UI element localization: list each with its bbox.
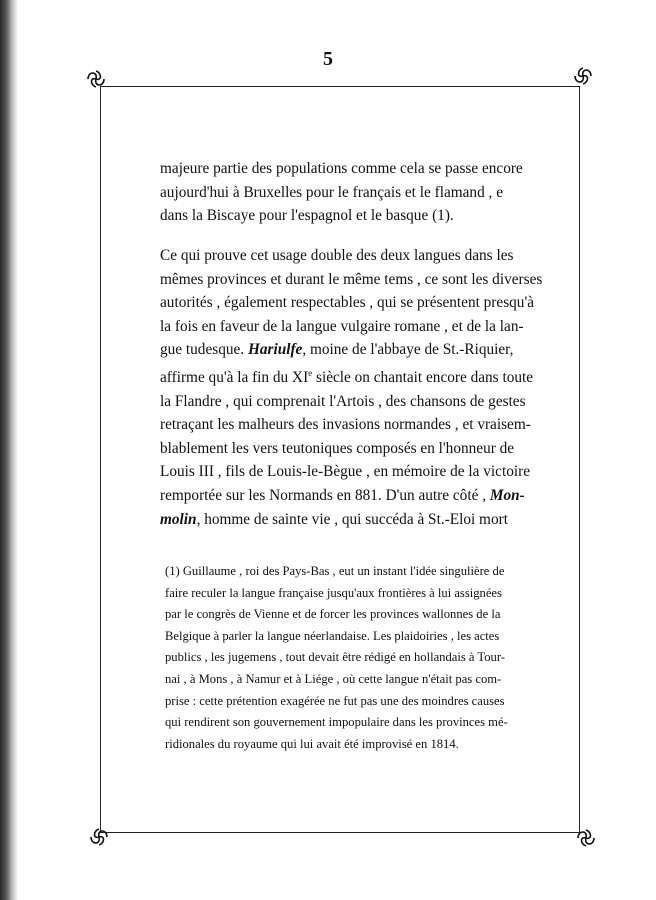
footnote-line: nai , à Mons , à Namur et à Liége , où cette langue n'était pas com- xyxy=(165,671,502,686)
text-line: gue tudesque. Hariulfe, moine de l'abbaye de St.-Riquier, xyxy=(160,341,514,359)
footnote-line: faire reculer la langue française jusqu'aux frontières à lui assignées xyxy=(165,585,502,600)
text-line: Louis III , fils de Louis-le-Bègue , en mémoire de la victoire xyxy=(160,463,530,481)
text-line: blablement les vers teutoniques composés en l'honneur de xyxy=(160,439,515,457)
text-line: retraçant les malheurs des invasions normandes , et vraisem- xyxy=(160,416,531,434)
text-line: la fois en faveur de la langue vulgaire romane , et de la lan- xyxy=(160,317,524,335)
page-number: 5 xyxy=(323,48,333,70)
text-line: dans la Biscaye pour l'espagnol et le basque (1). xyxy=(160,207,454,225)
bottom-left-flourish-icon xyxy=(87,825,111,849)
footnote-line: Belgique à parler la langue néerlandaise. Les plaidoiries , les actes xyxy=(165,628,500,643)
page-edge-shadow xyxy=(0,0,18,900)
text-line: mêmes provinces et durant le même tems , ce sont les diverses xyxy=(160,270,543,288)
paragraph-continuation xyxy=(160,157,528,228)
author-name-monmolin-cont: molin xyxy=(160,510,197,528)
footnote-line: prise : cette prétention exagérée ne fut pas une des moindres causes xyxy=(165,693,505,708)
footnote-line: qui rendirent son gouvernement impopulaire dans les provinces mé- xyxy=(165,715,508,730)
text-line: Ce qui prouve cet usage double des deux langues dans les xyxy=(160,247,514,264)
bottom-right-flourish-icon xyxy=(574,826,598,850)
footnote-line: publics , les jugemens , tout devait être rédigé en hollandais à Tour- xyxy=(165,650,505,665)
paragraph-main xyxy=(160,244,543,531)
text-line: la Flandre , qui comprenait l'Artois , des chansons de gestes xyxy=(160,392,526,410)
footnote-line: ridionales du royaume qui lui avait été improvisé en 1814. xyxy=(165,736,459,751)
author-name-monmolin: Mon- xyxy=(489,487,525,505)
text-line: molin, homme de sainte vie , qui succéda à St.-Eloi mort xyxy=(160,510,508,528)
text-line: aujourd'hui à Bruxelles pour le français et le flamand , e xyxy=(160,183,503,201)
footnote-line: par le congrès de Vienne et de forcer les provinces wallonnes de la xyxy=(165,607,501,622)
superscript: e xyxy=(308,367,313,378)
footnote-line: (1) Guillaume , roi des Pays-Bas , eut un instant l'idée singulière de xyxy=(165,564,505,578)
text-line: remportée sur les Normands en 881. D'un autre côté , Mon- xyxy=(160,487,525,505)
text-line: majeure partie des populations comme cela se passe encore xyxy=(160,160,523,177)
text-line: affirme qu'à la fin du XIe siècle on chantait encore dans toute xyxy=(160,367,534,387)
author-name-hariulfe: Hariulfe xyxy=(247,341,303,359)
text-line: autorités , également respectables , qui se présentent presqu'à xyxy=(160,294,534,312)
footnote xyxy=(165,561,532,755)
